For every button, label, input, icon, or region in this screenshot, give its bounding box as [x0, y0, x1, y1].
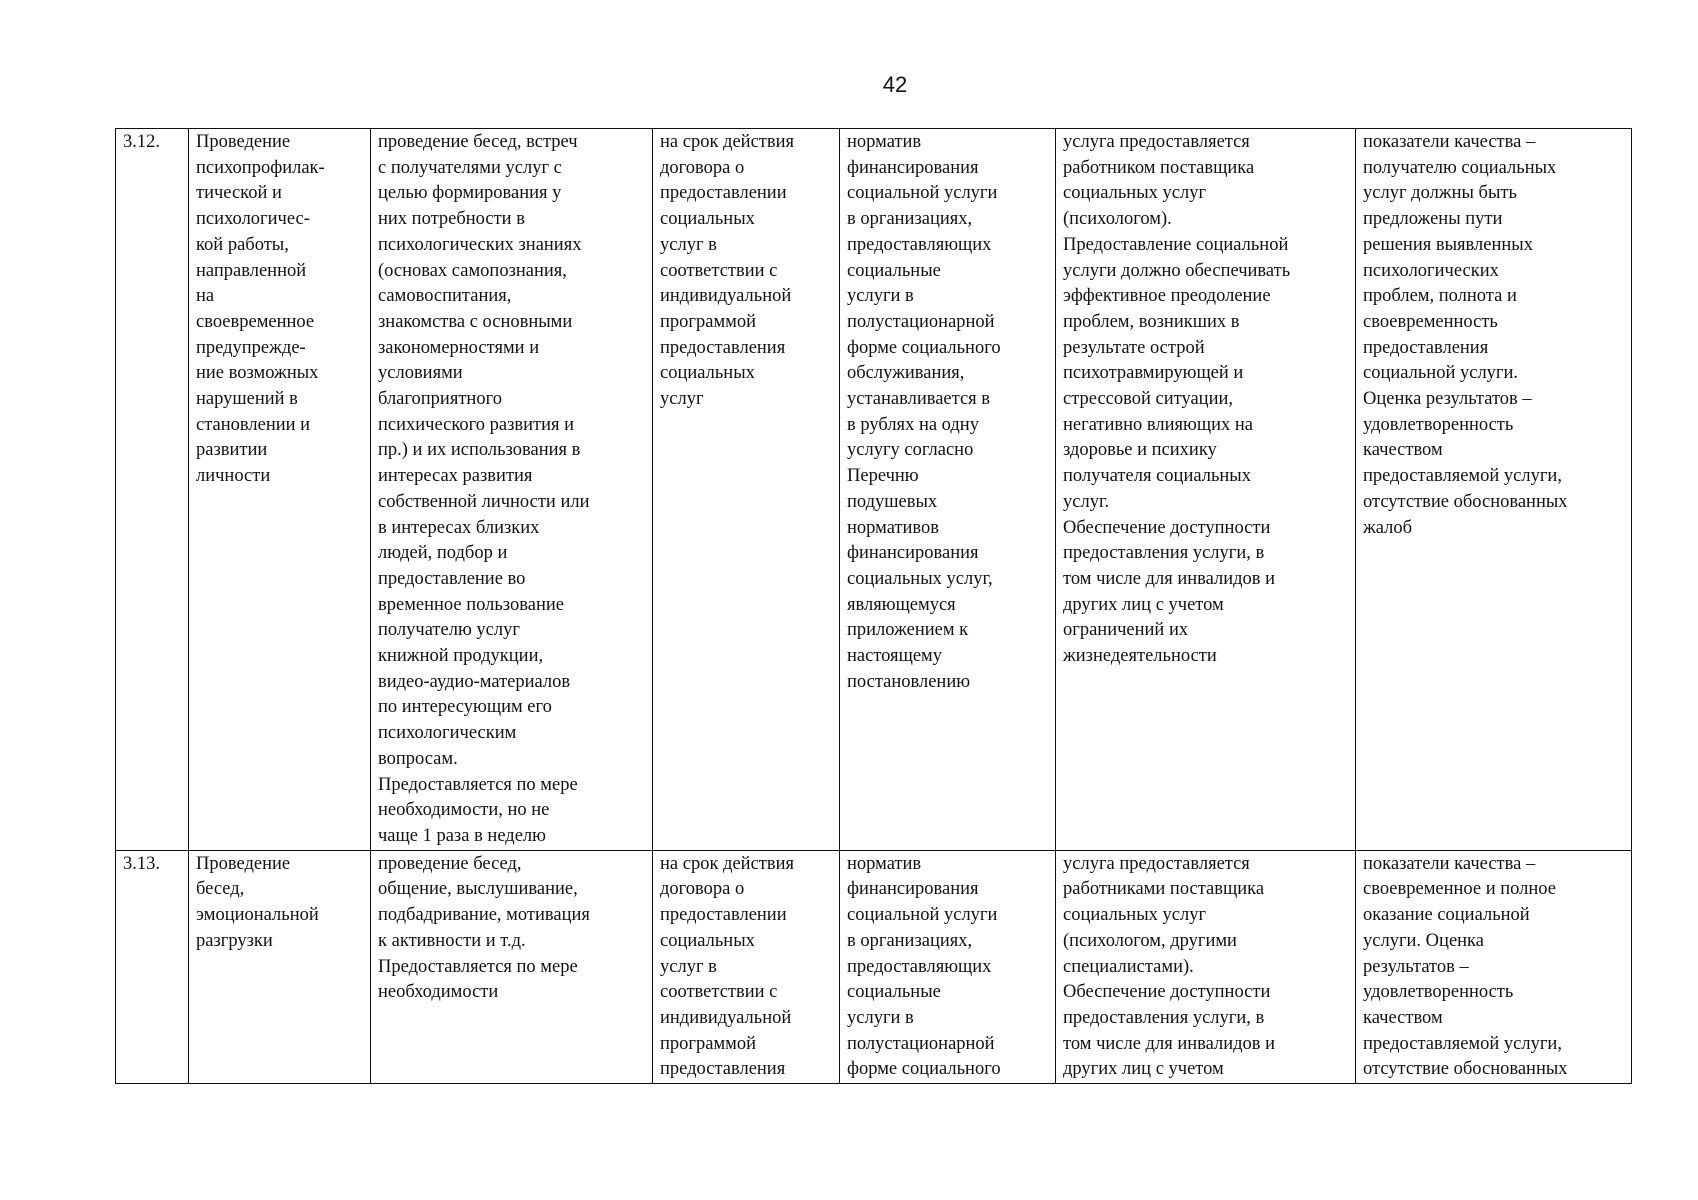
financing-norm-cell	[840, 850, 1056, 1083]
page-number: 42	[882, 72, 908, 97]
financing-norm-cell	[840, 129, 1056, 851]
quality-indicators-cell	[1356, 850, 1632, 1083]
services-table	[115, 128, 1632, 1084]
service-name: Проведение бесед, эмоциональной разгрузки	[196, 853, 319, 951]
quality-indicators: показатели качества – получателю социальных услуг должны быть предложены пути решения выявленных психологических проблем, полнота и своевременность предоставления социальной услуги. Оценка результатов – удовлетворенность качеством предоставляемой услуги, отсутствие обоснованных жалоб	[1363, 132, 1568, 538]
service-name-cell	[189, 850, 371, 1083]
service-description-cell	[371, 850, 653, 1083]
financing-norm: норматив финансирования социальной услуги в организациях, предоставляющих социальные услуги в полустационарной форме социального обслуживания, устанавливается в в рублях на одну услугу согласно Перечню подушевых нормативов финансирования социальных услуг, являющемуся приложением к настоящему постановлению	[847, 132, 1001, 692]
service-name-cell	[189, 129, 371, 851]
service-term-cell	[653, 129, 840, 851]
service-description: проведение бесед, общение, выслушивание, подбадривание, мотивация к активности и т.д. Предоставляется по мере необходимости	[378, 853, 590, 1003]
quality-indicators-cell	[1356, 129, 1632, 851]
table-row	[116, 850, 1632, 1083]
table-row	[116, 129, 1632, 851]
service-conditions-cell	[1056, 129, 1356, 851]
service-term: на срок действия договора о предоставлении социальных услуг в соответствии с индивидуальной программой предоставления социальных услуг	[660, 132, 795, 410]
quality-indicators: показатели качества – своевременное и полное оказание социальной услуги. Оценка результатов – удовлетворенность качеством предоставляемой услуги, отсутствие обоснованных	[1363, 853, 1568, 1080]
financing-norm: норматив финансирования социальной услуги в организациях, предоставляющих социальные услуги в полустационарной форме социального	[847, 853, 1001, 1080]
service-name: Проведение психопрофилак- тической и психологичес- кой работы, направленной на своевременное предупрежде- ние возможных нарушений в становлении и развитии личности	[196, 132, 325, 487]
service-conditions: услуга предоставляется работниками поставщика социальных услуг (психологом, другими специалистами). Обеспечение доступности предоставления услуги, в том числе для инвалидов и других лиц с учетом	[1063, 853, 1276, 1080]
service-number: 3.13.	[123, 853, 160, 874]
service-number-cell	[116, 129, 189, 851]
service-description-cell	[371, 129, 653, 851]
service-description: проведение бесед, встреч с получателями услуг с целью формирования у них потребности в психологических знаниях (основах самопознания, самовоспитания, знакомства с основными закономерностями и условиями благоприятного психического развития и пр.) и их использования в интересах развития собственной личности или в интересах близких людей, подбор и предоставление во временное пользование получателю услуг книжной продукции, видео-аудио-материалов по интересующим его психологическим вопросам. Предоставляется по мере необходимости, но не чаще 1 раза в неделю	[378, 132, 590, 846]
service-conditions-cell	[1056, 850, 1356, 1083]
service-term-cell	[653, 850, 840, 1083]
service-number: 3.12.	[123, 132, 160, 152]
service-number-cell	[116, 850, 189, 1083]
service-term: на срок действия договора о предоставлении социальных услуг в соответствии с индивидуальной программой предоставления	[660, 853, 795, 1080]
service-conditions: услуга предоставляется работником поставщика социальных услуг (психологом). Предоставление социальной услуги должно обеспечивать эффективное преодоление проблем, возникших в результате острой психотравмирующей и стрессовой ситуации, негативно влияющих на здоровье и психику получателя социальных услуг. Обеспечение доступности предоставления услуги, в том числе для инвалидов и других лиц с учетом ограничений их жизнедеятельности	[1063, 132, 1291, 667]
